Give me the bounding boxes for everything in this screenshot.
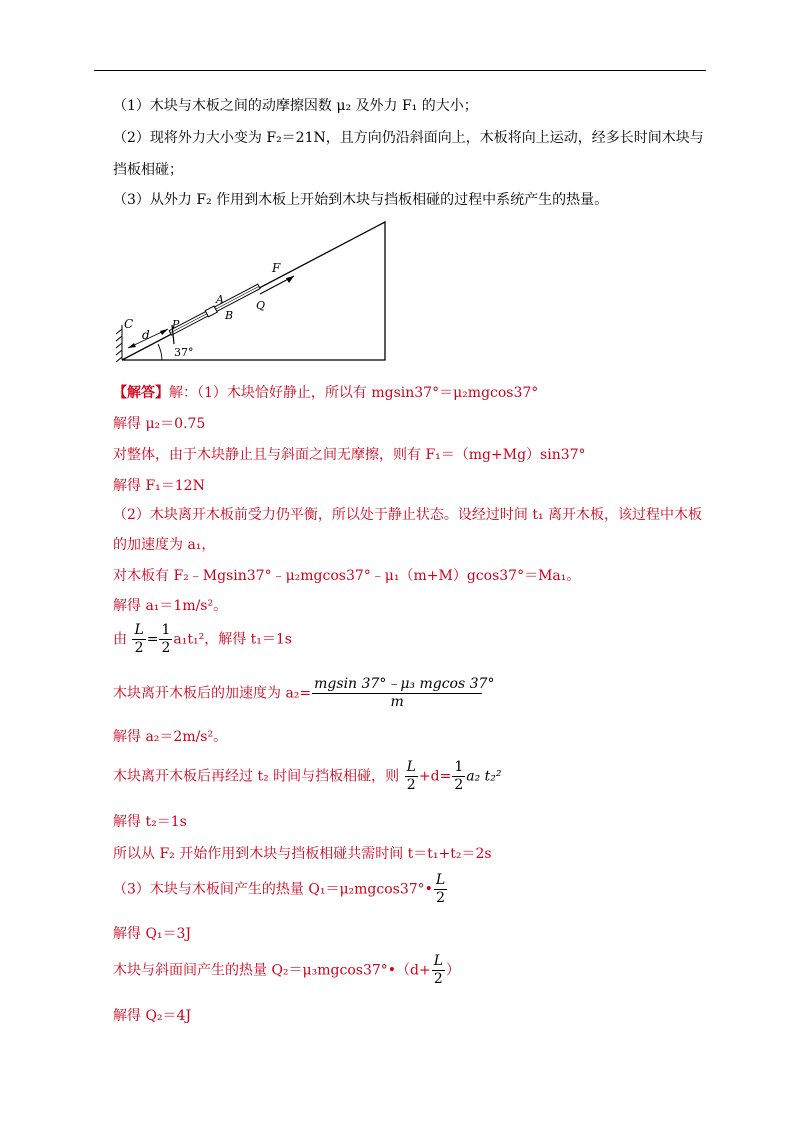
solution-line-10: 木块离开木板后的加速度为 a₂= $\frac{\text{mgsin 37°﹣μ₃ mgcos 37°}}{m}$ xyxy=(113,676,495,710)
incline-diagram xyxy=(112,218,397,368)
solution-line-6: 的加速度为 a₁， xyxy=(113,537,216,553)
solution-line-2: 解得 μ₂＝0.75 xyxy=(113,416,206,432)
question-2-line-1: （2）现将外力大小变为 F₂＝21N，且方向仍沿斜面向上，木板将向上运动，经多长时间木块与 xyxy=(113,130,704,146)
solution-line-5: （2）木块离开木板前受力仍平衡，所以处于静止状态。设经过时间 t₁ 离开木板，该过程中木板 xyxy=(113,507,703,523)
question-2-line-2: 挡板相碰； xyxy=(113,162,183,178)
fraction-l-over-2: $\frac{L}{2}$ xyxy=(433,953,444,987)
fraction-l-over-2: $\frac{L}{2}$ xyxy=(406,759,416,793)
solution-line-8: 解得 a₁＝1m/s²。 xyxy=(113,598,228,614)
solution-line-4: 解得 F₁＝12N xyxy=(113,478,205,494)
label-d: d xyxy=(142,328,150,342)
label-c: C xyxy=(124,317,134,331)
header-rule xyxy=(94,70,706,71)
solution-line-9: 由 $\frac{L}{2}$ = $\frac{1}{2}$ a₁t₁²，解得 t₁＝1s xyxy=(113,622,292,656)
fraction-1-over-2: $\frac{1}{2}$ xyxy=(161,622,171,656)
solution-line-16: 解得 Q₁＝3J xyxy=(113,926,192,942)
solution-line-12: 木块离开木板后再经过 t₂ 时间与挡板相碰，则 $\frac{L}{2}$ +d= $\frac{1}{2}$ a₂ t₂² xyxy=(113,759,502,793)
answer-tag: 【解答】 xyxy=(113,385,169,401)
label-f: F xyxy=(272,261,281,275)
label-p: P xyxy=(172,318,180,331)
question-1: （1）木块与木板之间的动摩擦因数 μ₂ 及外力 F₁ 的大小； xyxy=(113,98,478,114)
solution-line-18: 解得 Q₂＝4J xyxy=(113,1008,192,1024)
label-angle: 37° xyxy=(174,346,194,359)
solution-line-7: 对木板有 F₂﹣Mgsin37°﹣μ₂mgcos37°﹣μ₁（m+M）gcos37°＝Ma₁。 xyxy=(113,568,581,584)
label-b: B xyxy=(225,309,234,322)
label-a: A xyxy=(216,293,224,306)
solution-line-3: 对整体，由于木块静止且与斜面之间无摩擦，则有 F₁＝（mg+Mg）sin37° xyxy=(113,447,586,463)
fraction-l-over-2: $\frac{L}{2}$ xyxy=(134,622,144,656)
question-3: （3）从外力 F₂ 作用到木板上开始到木块与挡板相碰的过程中系统产生的热量。 xyxy=(113,192,609,208)
label-q: Q xyxy=(256,299,266,312)
solution-line-1: 【解答】解：（1）木块恰好静止，所以有 mgsin37°＝μ₂mgcos37° xyxy=(113,385,539,401)
fraction-1-over-2: $\frac{1}{2}$ xyxy=(454,759,464,793)
solution-line-13: 解得 t₂＝1s xyxy=(113,814,187,830)
wall-hatch xyxy=(116,325,122,362)
solution-line-11: 解得 a₂＝2m/s²。 xyxy=(113,729,228,745)
fraction-l-over-2: $\frac{L}{2}$ xyxy=(435,872,446,906)
force-arrowhead xyxy=(286,276,294,283)
solution-line-15: （3）木块与木板间产生的热量 Q₁＝μ₂mgcos37°• $\frac{L}{2}$ xyxy=(113,872,446,906)
solution-line-17: 木块与斜面间产生的热量 Q₂＝μ₃mgcos37°•（d+ $\frac{L}{2}$ ） xyxy=(113,953,461,987)
fraction-a2: $\frac{\text{mgsin 37°﹣μ₃ mgcos 37°}}{m}$ xyxy=(314,676,495,710)
solution-line-14: 所以从 F₂ 开始作用到木块与挡板相碰共需时间 t＝t₁+t₂＝2s xyxy=(113,846,492,862)
